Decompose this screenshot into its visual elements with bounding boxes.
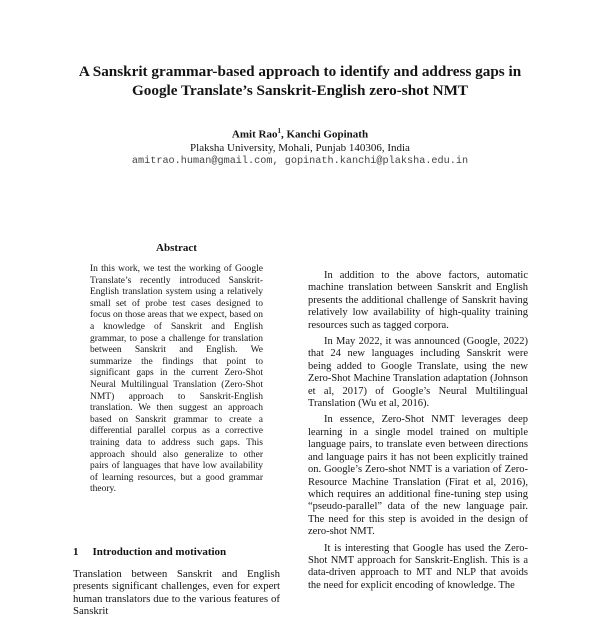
abstract-text: In this work, we test the working of Google Translate’s recently introduced Sanskrit-English translation system using a relatively small set of probe test cases designed to focus on those areas that we expect, based on a knowledge of Sanskrit and English grammar, to pose a challenge for translation between Sanskrit and English. We summarize the findings that point to significant gaps in the current Zero-Shot Neural Multilingual Translation (Zero-Shot NMT) approach to Sanskrit-English translation. We then suggest an approach based on Sanskrit grammar to create a differential parallel corpus as a corrective training data to address such gaps. This approach should also generalize to other pairs of languages that have low availability of learning resources, but a good grammar theory. xyxy=(90,264,263,495)
abstract-heading: Abstract xyxy=(156,242,197,254)
section-heading xyxy=(73,546,226,558)
author-1-affiliation-mark: 1 xyxy=(277,127,281,135)
affiliation: Plaksha University, Mohali, Punjab 140306, India xyxy=(190,141,410,154)
author-block xyxy=(0,125,600,168)
author-emails: amitrao.human@gmail.com, gopinath.kanchi@plaksha.edu.in xyxy=(131,155,469,167)
right-paragraph-1: In addition to the above factors, automatic machine translation between Sanskrit and English presents the additional challenge of Sanskrit having relatively low availability of high-quality training resources such as tagged corpora. xyxy=(308,270,528,331)
author-2: , Kanchi Gopinath xyxy=(280,128,369,141)
right-paragraph-3: In essence, Zero-Shot NMT leverages deep learning in a single model trained on multiple language pairs, to translate even between directions and language pairs it has not been explicitly trained on. Google’s Zero-shot NMT is a variation of Zero-Resource Machine Translation (Firat et al, 2016), which requires an additional fine-tuning step using “pseudo-parallel” data of the new language pair. The need for this step is avoided in the design of zero-shot NMT. xyxy=(308,414,528,538)
right-paragraph-2: In May 2022, it was announced (Google, 2022) that 24 new languages including Sanskrit were being added to Google Translate, using the new Zero-Shot Machine Translation adaptation (Johnson et al, 2017) of Google’s Neural Multilingual Translation (Wu et al, 2016). xyxy=(308,336,528,410)
author-1: Amit Rao xyxy=(231,128,278,141)
title-line-2: Google Translate’s Sanskrit-English zero-shot NMT xyxy=(131,82,469,99)
paper-title xyxy=(50,62,550,100)
right-column xyxy=(308,270,528,596)
right-paragraph-4: It is interesting that Google has used the Zero-Shot NMT approach for Sanskrit-English. This is a data-driven approach to MT and NLP that avoids the need for explicit encoding of knowledge. The xyxy=(308,542,528,591)
section-title: Introduction and motivation xyxy=(92,546,227,558)
introduction-text: Translation between Sanskrit and English presents significant challenges, even for expert human translators due to the various features of Sanskrit xyxy=(73,568,280,618)
author-names xyxy=(0,125,600,142)
title-line-1: A Sanskrit grammar-based approach to identify and address gaps in xyxy=(78,63,522,80)
section-number: 1 xyxy=(73,546,79,558)
